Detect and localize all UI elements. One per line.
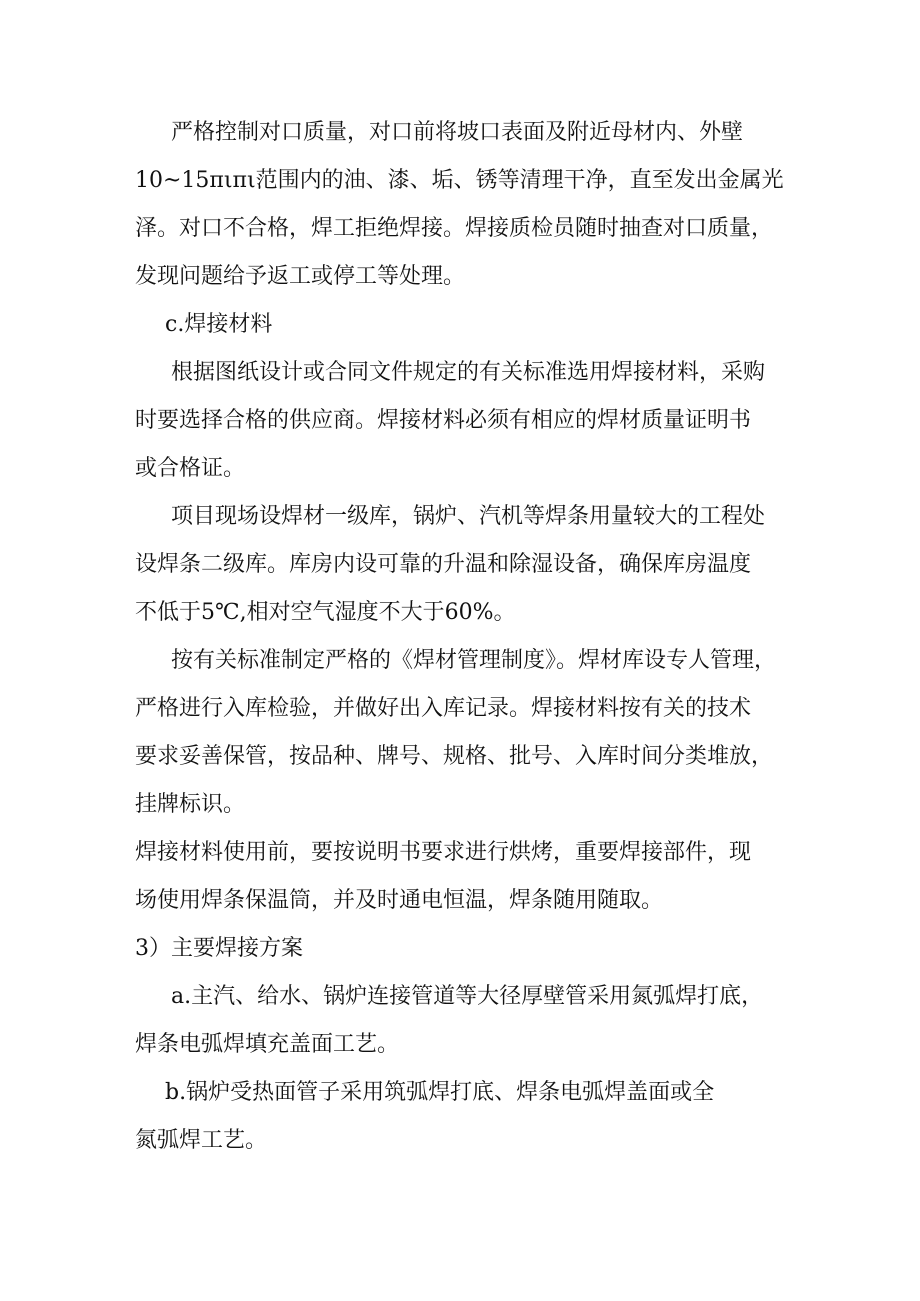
- para6-line1: a.主汽、给水、锅炉连接管道等大径厚壁管采用氮弧焊打底，: [171, 984, 764, 1009]
- para3-line1: 项目现场设焊材一级库，锅炉、汽机等焊条用量较大的工程处: [171, 504, 766, 529]
- para4-line1: 按有关标准制定严格的《焊材管理制度》。焊材库设专人管理，: [171, 648, 777, 673]
- para1-line1: 严格控制对口质量，对口前将坡口表面及附近母材内、外壁: [171, 120, 744, 145]
- para1-line3: 泽。对口不合格，焊工拒绝焊接。焊接质检员随时抽查对口质量，: [135, 216, 774, 241]
- para4-line3: 要求妥善保管，按品种、牌号、规格、批号、入库时间分类堆放，: [135, 744, 774, 769]
- para4-line4: 挂牌标识。: [135, 792, 246, 817]
- section-heading-3: 3）主要焊接方案: [135, 936, 303, 961]
- para4-line2: 严格进行入库检验，并做好出入库记录。焊接材料按有关的技术: [135, 696, 752, 721]
- para2-line2: 时要选择合格的供应商。焊接材料必须有相应的焊材质量证明书: [135, 408, 752, 433]
- para6-line2: 焊条电弧焊填充盖面工艺。: [135, 1032, 400, 1057]
- para2-line3: 或合格证。: [135, 456, 246, 481]
- para5-line2: 场使用焊条保温筒，并及时通电恒温，焊条随用随取。: [135, 888, 664, 913]
- para2-line1: 根据图纸设计或合同文件规定的有关标准选用焊接材料，采购: [171, 360, 766, 385]
- para7-line1: b.锅炉受热面管子采用筑弧焊打底、焊条电弧焊盖面或全: [165, 1080, 715, 1105]
- para5-line1: 焊接材料使用前，要按说明书要求进行烘烤，重要焊接部件，现: [135, 840, 752, 865]
- para1-line2: 10~15πιπι范围内的油、漆、垢、锈等清理干净，直至发出金属光: [135, 168, 784, 193]
- section-heading-c: c.焊接材料: [165, 312, 273, 337]
- para1-line4: 发现问题给予返工或停工等处理。: [135, 264, 466, 289]
- para3-line2: 设焊条二级库。库房内设可靠的升温和除湿设备，确保库房温度: [135, 552, 752, 577]
- para3-line3: 不低于5℃,相对空气湿度不大于60%。: [135, 600, 516, 625]
- para7-line2: 氮弧焊工艺。: [135, 1128, 268, 1153]
